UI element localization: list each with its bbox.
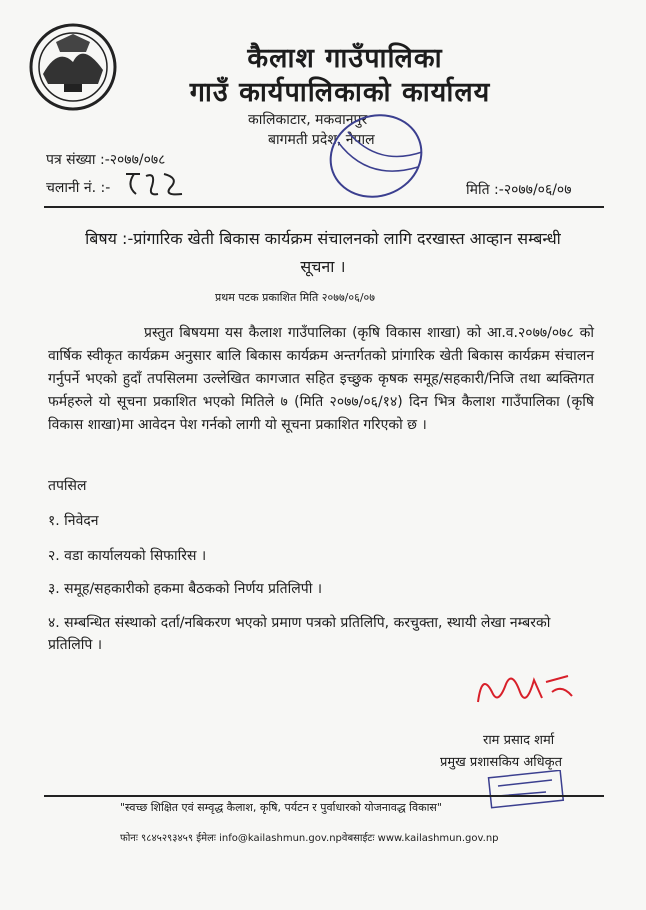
subject <box>58 225 588 281</box>
office-name: गाउँ कार्यपालिकाको कार्यालय <box>189 77 491 108</box>
notice-body: प्रस्तुत बिषयमा यस कैलाश गाउँपालिका (कृषि विकास शाखा) को आ.व.२०७७/०७८ को वार्षिक स्वीकृत कार्यक्रम अनुसार बालि बिकास कार्यक्रम अन्तर्गतको प्रांगारिक खेती बिकास कार्यक्रम संचालन गर्नुपर्ने भएको हुदाँ तपसिलमा उल्लेखित कागजात सहित इच्छुक कृषक समूह/सहकारी/निजि तथा ब्यक्तिगत फर्महरुले यो सूचना प्रकाशित भएको मितिले ७ (मिति २०७७/०६/१४) दिन भित्र कैलाश गाउँपालिका (कृषि विकास शाखा)मा आवेदन पेश गर्नको लागी यो सूचना प्रकाशित गरिएको छ । <box>48 325 594 433</box>
handwritten-signature-icon <box>472 662 582 717</box>
footer-contact: फोनः ९८४५२९३४५९ ईमेलः info@kailashmun.gov.npवेबसाईटः www.kailashmun.gov.np <box>120 833 499 844</box>
subject-line-2: सूचना । <box>300 257 346 276</box>
subject-line-1: बिषय :-प्रांगारिक खेती बिकास कार्यक्रम संचालनको लागि दरखास्त आव्हान सम्बन्धी <box>85 229 561 248</box>
footer-divider <box>44 795 604 797</box>
org-name: कैलाश गाउँपालिका <box>247 43 443 74</box>
footer-motto: "स्वच्छ शिक्षित एवं सम्वृद्ध कैलाश, कृषि, पर्यटन र पुर्वाधारको योजनावद्ध विकास" <box>120 801 442 814</box>
header-divider <box>44 206 604 208</box>
published-date: प्रथम पटक प्रकाशित मिति २०७७/०६/०७ <box>215 291 375 304</box>
list-item: १. निवेदन <box>48 513 99 529</box>
signatory-post: प्रमुख प्रशासकिय अधिकृत <box>440 755 563 770</box>
tapsil-label: तपसिल <box>48 478 87 494</box>
dispatch-label: चलानी नं. :- <box>46 180 111 196</box>
list-item: २. वडा कार्यालयको सिफारिस । <box>48 548 207 564</box>
government-emblem-icon <box>28 22 118 112</box>
address-line-2: बागमती प्रदेश, नेपाल <box>268 132 375 148</box>
letter-date: मिति :-२०७७/०६/०७ <box>466 182 572 198</box>
signatory-name: राम प्रसाद शर्मा <box>483 733 555 748</box>
list-item: ३. समूह/सहकारीको हकमा बैठकको निर्णय प्रतिलिपी । <box>48 581 323 597</box>
address-line-1: कालिकाटार, मकवानपुर <box>248 112 368 128</box>
office-round-stamp-icon <box>318 112 438 202</box>
letter-number: पत्र संख्या :-२०७७/०७८ <box>46 152 166 168</box>
list-item: ४. सम्बन्धित संस्थाको दर्ता/नबिकरण भएको प्रमाण पत्रको प्रतिलिपि, करचुक्ता, स्थायी लेखा नम्बरको प्रतिलिपि । <box>48 615 551 653</box>
dispatch-number-handwritten <box>120 166 190 202</box>
